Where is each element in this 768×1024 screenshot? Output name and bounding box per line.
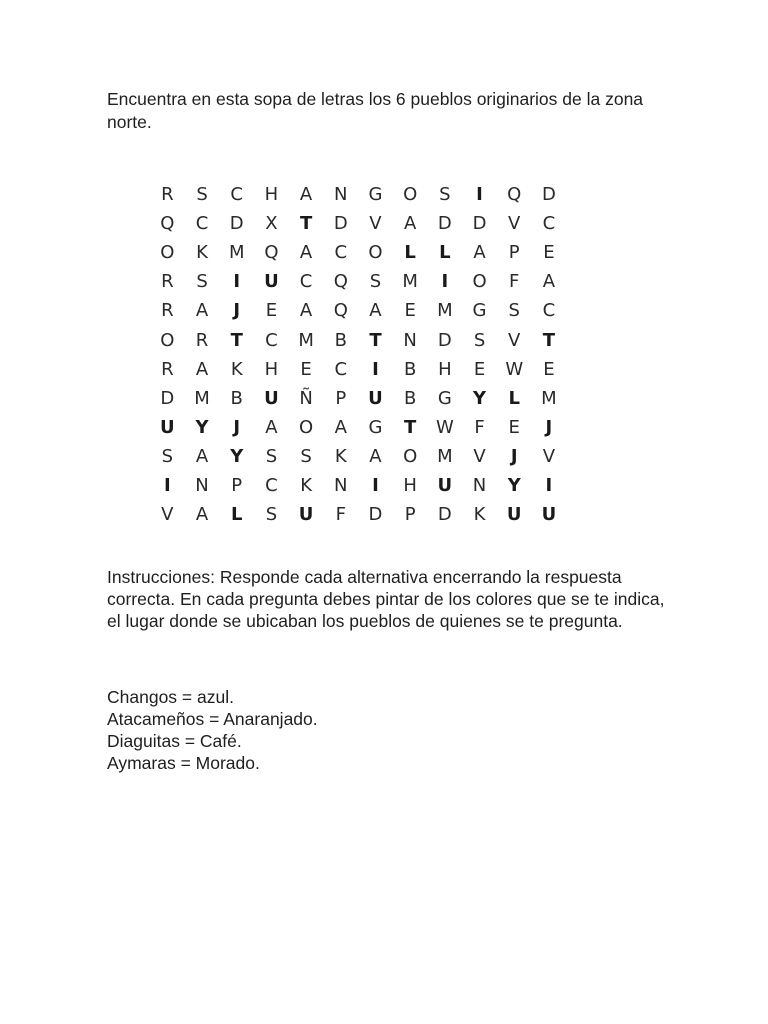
grid-cell: I — [441, 271, 449, 293]
grid-cell: B — [403, 358, 417, 380]
grid-cell: U — [506, 504, 522, 526]
grid-cell: C — [542, 300, 556, 322]
grid-cell: I — [545, 474, 553, 496]
grid-cell: Y — [230, 445, 244, 467]
grid-cell: T — [299, 213, 313, 235]
grid-cell: W — [505, 358, 524, 380]
instructions-text: Instrucciones: Responde cada alternativa encerrando la respuesta correcta. En cada pregunta debes pintar de los colores que se te indica, el lugar donde se ubicaban los pueblos de quienes se te pregunta. — [107, 567, 665, 631]
grid-cell: A — [195, 358, 209, 380]
grid-cell: H — [264, 184, 279, 206]
grid-cell: S — [161, 445, 174, 467]
grid-cell: Y — [195, 416, 209, 438]
grid-cell: M — [402, 271, 418, 293]
grid-cell: B — [230, 387, 243, 409]
grid-cell: S — [196, 271, 208, 293]
grid-cell: T — [230, 329, 243, 351]
grid-cell: G — [368, 416, 383, 438]
intro-text: Encuentra en esta sopa de letras los 6 pueblos originarios de la zona norte. — [107, 89, 644, 132]
grid-cell: R — [161, 358, 174, 380]
grid-cell: D — [541, 184, 556, 206]
grid-cell: I — [372, 474, 379, 496]
color-key-atacamenos: Atacameños = Anaranjado. — [107, 709, 318, 729]
grid-cell: N — [334, 474, 348, 496]
grid-cell: P — [404, 504, 416, 526]
grid-cell: P — [508, 242, 520, 264]
grid-cell: A — [403, 213, 417, 235]
grid-cell: M — [194, 387, 210, 409]
grid-cell: X — [265, 213, 278, 235]
grid-cell: A — [299, 242, 313, 264]
grid-cell: S — [265, 504, 278, 526]
grid-cell: R — [195, 329, 209, 351]
grid-cell: Ñ — [299, 387, 313, 409]
grid-cell: D — [437, 329, 452, 351]
grid-cell: O — [160, 329, 175, 351]
grid-cell: V — [369, 213, 382, 235]
grid-cell: R — [161, 300, 174, 322]
color-key-aymaras: Aymaras = Morado. — [107, 753, 260, 773]
grid-cell: A — [473, 242, 486, 264]
grid-cell: O — [160, 242, 175, 264]
grid-cell: O — [403, 184, 418, 206]
grid-cell: A — [195, 445, 209, 467]
grid-cell: A — [195, 300, 209, 322]
grid-cell: K — [473, 504, 486, 526]
grid-cell: C — [195, 213, 209, 235]
grid-cell: D — [333, 213, 348, 235]
grid-cell: A — [334, 416, 347, 438]
grid-cell: U — [541, 504, 557, 526]
grid-cell: A — [195, 504, 209, 526]
grid-cell: H — [264, 358, 279, 380]
grid-cell: I — [476, 184, 483, 206]
grid-cell: F — [335, 504, 346, 526]
grid-cell: D — [160, 387, 175, 409]
grid-cell: W — [435, 416, 454, 438]
grid-cell: M — [228, 242, 245, 264]
grid-cell: H — [403, 474, 417, 496]
grid-cell: Q — [507, 184, 522, 206]
grid-cell: O — [403, 445, 418, 467]
grid-cell: S — [300, 445, 312, 467]
grid-cell: A — [369, 445, 382, 467]
grid-cell: J — [545, 416, 553, 438]
grid-cell: V — [161, 504, 174, 526]
grid-cell: P — [335, 387, 347, 409]
grid-cell: E — [543, 358, 555, 380]
grid-cell: A — [299, 300, 313, 322]
color-key — [107, 686, 318, 774]
grid-cell: C — [334, 242, 348, 264]
grid-cell: T — [369, 329, 382, 351]
grid-cell: T — [542, 329, 556, 351]
grid-cell: I — [163, 474, 171, 496]
grid-cell: E — [473, 358, 486, 380]
grid-cell: E — [508, 416, 520, 438]
grid-cell: K — [230, 358, 243, 380]
grid-cell: S — [439, 184, 451, 206]
grid-cell: E — [543, 242, 555, 264]
grid-cell: D — [472, 213, 487, 235]
grid-cell: L — [404, 242, 416, 264]
grid-cell: B — [334, 329, 347, 351]
grid-cell: S — [369, 271, 382, 293]
grid-cell: C — [230, 184, 243, 206]
grid-cell: T — [404, 416, 417, 438]
grid-cell: D — [368, 504, 383, 526]
grid-cell: J — [510, 445, 518, 467]
grid-cell: K — [334, 445, 347, 467]
grid-cell: F — [474, 416, 485, 438]
grid-cell: S — [508, 300, 520, 322]
grid-cell: C — [542, 213, 556, 235]
grid-cell: S — [196, 184, 208, 206]
grid-cell: C — [299, 271, 313, 293]
grid-cell: U — [160, 416, 175, 438]
grid-cell: D — [437, 213, 452, 235]
grid-cell: V — [473, 445, 486, 467]
grid-cell: J — [233, 416, 241, 438]
grid-cell: L — [508, 387, 520, 409]
grid-cell: S — [473, 329, 486, 351]
grid-cell: Q — [160, 213, 175, 235]
grid-cell: U — [298, 504, 314, 526]
grid-cell: A — [542, 271, 556, 293]
grid-cell: F — [509, 271, 520, 293]
color-key-diaguitas: Diaguitas = Café. — [107, 731, 242, 751]
grid-cell: G — [437, 387, 452, 409]
grid-cell: G — [472, 300, 487, 322]
grid-cell: I — [233, 271, 241, 293]
grid-cell: N — [403, 329, 417, 351]
grid-cell: N — [195, 474, 209, 496]
word-search-grid — [150, 180, 566, 529]
grid-cell: R — [161, 271, 174, 293]
grid-cell: H — [438, 358, 452, 380]
grid-cell: K — [300, 474, 312, 496]
grid-cell: N — [472, 474, 487, 496]
grid-cell: D — [437, 504, 452, 526]
grid-cell: U — [437, 474, 453, 496]
grid-cell: A — [299, 184, 313, 206]
grid-cell: A — [369, 300, 382, 322]
color-key-changos: Changos = azul. — [107, 687, 234, 707]
grid-cell: O — [368, 242, 383, 264]
grid-cell: U — [264, 387, 279, 409]
grid-cell: E — [300, 358, 312, 380]
grid-cell: R — [161, 184, 174, 206]
grid-cell: M — [437, 300, 453, 322]
grid-cell: E — [404, 300, 416, 322]
grid-cell: A — [265, 416, 278, 438]
grid-cell: E — [265, 300, 278, 322]
grid-cell: V — [508, 329, 521, 351]
grid-cell: M — [541, 387, 557, 409]
grid-cell: O — [299, 416, 314, 438]
grid-cell: Q — [333, 300, 348, 322]
grid-cell: L — [230, 504, 243, 526]
grid-cell: S — [265, 445, 278, 467]
grid-cell: Q — [264, 242, 279, 264]
grid-cell: I — [372, 358, 379, 380]
grid-cell: Y — [507, 474, 521, 496]
grid-cell: Q — [333, 271, 348, 293]
grid-cell: J — [233, 300, 241, 322]
grid-cell: D — [229, 213, 244, 235]
grid-cell: V — [508, 213, 521, 235]
grid-cell: L — [439, 242, 451, 264]
grid-cell: N — [334, 184, 348, 206]
grid-cell: U — [264, 271, 279, 293]
grid-cell: K — [196, 242, 208, 264]
grid-cell: U — [368, 387, 383, 409]
grid-cell: V — [542, 445, 556, 467]
grid-cell: C — [265, 474, 278, 496]
grid-cell: M — [437, 445, 453, 467]
grid-cell: P — [231, 474, 243, 496]
grid-cell: C — [334, 358, 348, 380]
grid-cell: C — [265, 329, 278, 351]
grid-cell: M — [298, 329, 314, 351]
grid-cell: B — [403, 387, 417, 409]
grid-cell: Y — [473, 387, 487, 409]
grid-cell: O — [472, 271, 487, 293]
grid-cell: G — [368, 184, 383, 206]
